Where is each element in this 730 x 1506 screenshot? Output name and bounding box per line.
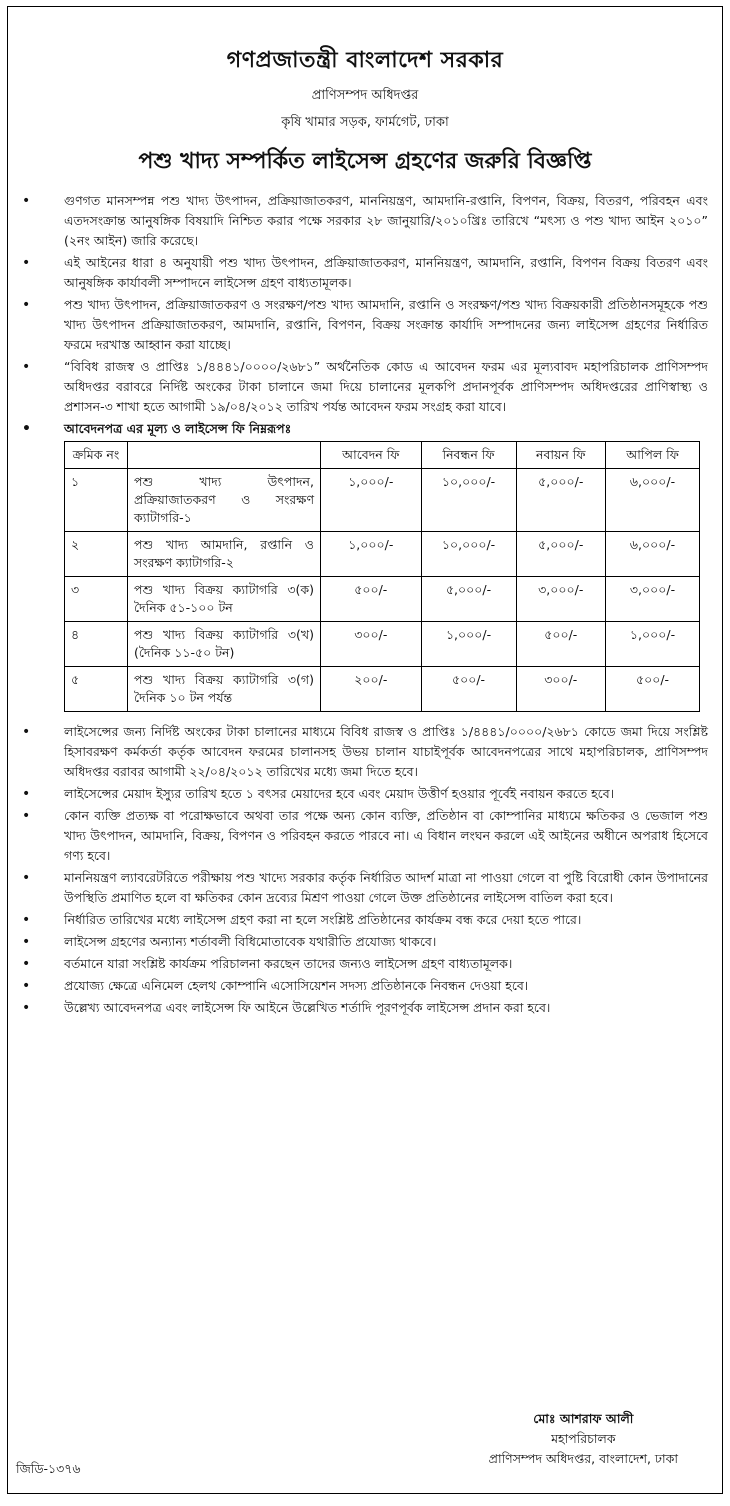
notice-header [8, 43, 722, 181]
signatory-name: মোঃ আশরাফ আলী [533, 1411, 634, 1426]
registration-fee-cell: ৫,০০০/- [421, 577, 516, 622]
bullet-item: • লাইসেন্সের মেয়াদ ইস্যুর তারিখ হতে ১ বৎসর মেয়াদের হবে এবং মেয়াদ উত্তীর্ণ হওয়ার পূর্বেই নবায়ন করতে হবে। [8, 784, 708, 804]
renewal-fee-cell: ৫,০০০/- [516, 532, 606, 577]
col-renewal-fee: নবায়ন ফি [516, 442, 606, 469]
bullet-item: • প্রযোজ্য ক্ষেত্রে এনিমেল হেলথ কোম্পানি এসোসিয়েশন সদস্য প্রতিষ্ঠানকে নিবন্ধন দেওয়া হবে। [8, 976, 708, 996]
renewal-fee-cell: ৫,০০০/- [516, 469, 606, 532]
appeal-fee-cell: ৩,০০০/- [606, 577, 700, 622]
registration-fee-cell: ১,০০০/- [421, 622, 516, 667]
category-cell: পশু খাদ্য বিক্রয় ক্যাটাগরি ৩(ক) দৈনিক ৫১-১০০ টন [128, 577, 321, 622]
appeal-fee-cell: ১,০০০/- [606, 622, 700, 667]
department-name: প্রাণিসম্পদ অধিদপ্তর [311, 88, 419, 103]
col-application-fee: আবেদন ফি [321, 442, 422, 469]
table-row [65, 577, 700, 622]
bottom-bullet-list [8, 722, 722, 1018]
application-fee-cell: ২০০/- [321, 667, 422, 712]
appeal-fee-cell: ৬,০০০/- [606, 469, 700, 532]
top-bullet-list [8, 191, 722, 417]
bullet-item: • কোন ব্যক্তি প্রত্যক্ষ বা পরোক্ষভাবে অথবা তার পক্ষে অন্য কোন ব্যক্তি, প্রতিষ্ঠান বা কোম্পানির মাধ্যমে ক্ষতিকর ও ভেজাল পশু খাদ্য উৎপাদন, আমদানি, বিক্রয়, বিপণন ও পরিবহন করতে পারবে না। এ বিধান লংঘন করলে এই আইনের অধীনে অপরাধ হিসেবে গণ্য হবে। [8, 806, 708, 866]
fee-table-heading: • আবেদনপত্র এর মূল্য ও লাইসেন্স ফি নিম্নরূপঃ [8, 419, 722, 439]
signature-block [489, 1409, 678, 1469]
bullet-item: • বর্তমানে যারা সংশ্লিষ্ট কার্যক্রম পরিচালনা করছেন তাদের জন্যও লাইসেন্স গ্রহণ বাধ্যতামূলক। [8, 954, 708, 974]
government-title: গণপ্রজাতন্ত্রী বাংলাদেশ সরকার [226, 48, 504, 73]
category-cell: পশু খাদ্য উৎপাদন, প্রক্রিয়াজাতকরণ ও সংরক্ষণ ক্যাটাগরি-১ [128, 469, 321, 532]
col-serial: ক্রমিক নং [65, 442, 128, 469]
registration-fee-cell: ৫০০/- [421, 667, 516, 712]
table-row [65, 469, 700, 532]
bullet-item: • লাইসেন্স গ্রহণের অন্যান্য শর্তাবলী বিধিমোতাবেক যথারীতি প্রযোজ্য থাকবে। [8, 932, 708, 952]
signatory-designation: মহাপরিচালক [551, 1431, 616, 1446]
bullet-item: • পশু খাদ্য উৎপাদন, প্রক্রিয়াজাতকরণ ও সংরক্ষণ/পশু খাদ্য আমদানি, রপ্তানি ও সংরক্ষণ/পশু খাদ্য বিক্রয়কারী প্রতিষ্ঠানসমূহকে পশু খাদ্য উৎপাদন প্রক্রিয়াজাতকরণ, আমদানি, রপ্তানি, বিপণন, বিক্রয় সংক্রান্ত কার্যাদি সম্পাদনের জন্য লাইসেন্স গ্রহণের নির্ধারিত ফরমে দরখাস্ত আহ্বান করা যাচ্ছে। [8, 295, 708, 355]
application-fee-cell: ৫০০/- [321, 577, 422, 622]
serial-cell: ৫ [65, 667, 128, 712]
bullet-item: • নির্ধারিত তারিখের মধ্যে লাইসেন্স গ্রহণ করা না হলে সংশ্লিষ্ট প্রতিষ্ঠানের কার্যক্রম বন্ধ করে দেয়া হতে পারে। [8, 910, 708, 930]
application-fee-cell: ৩০০/- [321, 622, 422, 667]
table-row [65, 532, 700, 577]
category-cell: পশু খাদ্য বিক্রয় ক্যাটাগরি ৩(খ) (দৈনিক ১১-৫০ টন) [128, 622, 321, 667]
serial-cell: ৪ [65, 622, 128, 667]
category-cell: পশু খাদ্য আমদানি, রপ্তানি ও সংরক্ষণ ক্যাটাগরি-২ [128, 532, 321, 577]
fee-table [64, 441, 700, 712]
registration-fee-cell: ১০,০০০/- [421, 469, 516, 532]
bullet-item: • লাইসেন্সের জন্য নির্দিষ্ট অংকের টাকা চালানের মাধ্যমে বিবিধ রাজস্ব ও প্রাপ্তিঃ ১/৪৪৪১/০০০০/২৬৮১ কোডে জমা দিয়ে সংশ্লিষ্ট হিসাবরক্ষণ কর্মকর্তা কর্তৃক আবেদন ফরমের চালানসহ উভয় চালান যাচাইপূর্বক আবেদনপত্রের সাথে মহাপরিচালক, প্রাণিসম্পদ অধিদপ্তর বরাবর আগামী ২২/০৪/২০১২ তারিখের মধ্যে জমা দিতে হবে। [8, 722, 708, 782]
renewal-fee-cell: ৩০০/- [516, 667, 606, 712]
application-fee-cell: ১,০০০/- [321, 469, 422, 532]
bullet-item: • মাননিয়ন্ত্রণ ল্যাবরেটরিতে পরীক্ষায় পশু খাদ্যে সরকার কর্তৃক নির্ধারিত আদর্শ মাত্রা না পাওয়া গেলে বা পুষ্টি বিরোধী কোন উপাদানের উপস্থিতি প্রমাণিত হলে বা ক্ষতিকর কোন দ্রব্যের মিশ্রণ পাওয়া গেলে উক্ত প্রতিষ্ঠানের লাইসেন্স বাতিল করা হবে। [8, 868, 708, 908]
notice-page [7, 6, 723, 1494]
serial-cell: ৩ [65, 577, 128, 622]
table-row [65, 622, 700, 667]
table-row [65, 667, 700, 712]
registration-fee-cell: ১০,০০০/- [421, 532, 516, 577]
signatory-office: প্রাণিসম্পদ অধিদপ্তর, বাংলাদেশ, ঢাকা [488, 1451, 678, 1466]
serial-cell: ১ [65, 469, 128, 532]
serial-cell: ২ [65, 532, 128, 577]
col-category [128, 442, 321, 469]
appeal-fee-cell: ৫০০/- [606, 667, 700, 712]
bullet-item: • গুণগত মানসম্পন্ন পশু খাদ্য উৎপাদন, প্রক্রিয়াজাতকরণ, মাননিয়ন্ত্রণ, আমদানি-রপ্তানি, বিপণন, বিক্রয়, বিতরণ, পরিবহন এবং এতদসংক্রান্ত আনুষঙ্গিক বিষয়াদি নিশ্চিত করার পক্ষে সরকার ২৮ জানুয়ারি/২০১০খ্রিঃ তারিখে “মৎস্য ও পশু খাদ্য আইন ২০১০” (২নং আইন) জারি করেছে। [8, 191, 708, 251]
bullet-item: • এই আইনের ধারা ৪ অনুযায়ী পশু খাদ্য উৎপাদন, প্রক্রিয়াজাতকরণ, মাননিয়ন্ত্রণ, আমদানি, রপ্তানি, বিপণন বিক্রয় বিতরণ এবং আনুষঙ্গিক কার্যাবলী সম্পাদনে লাইসেন্স গ্রহণ বাধ্যতামূলক। [8, 253, 708, 293]
category-cell: পশু খাদ্য বিক্রয় ক্যাটাগরি ৩(গ) দৈনিক ১০ টন পর্যন্ত [128, 667, 321, 712]
application-fee-cell: ১,০০০/- [321, 532, 422, 577]
notice-title: পশু খাদ্য সম্পর্কিত লাইসেন্স গ্রহণের জরুরি বিজ্ঞপ্তি [138, 149, 592, 174]
renewal-fee-cell: ৩,০০০/- [516, 577, 606, 622]
appeal-fee-cell: ৬,০০০/- [606, 532, 700, 577]
bullet-item: • “বিবিধ রাজস্ব ও প্রাপ্তিঃ ১/৪৪৪১/০০০০/২৬৮১” অর্থনৈতিক কোড এ আবেদন ফরম এর মূল্যবাবদ মহাপরিচালক প্রাণিসম্পদ অধিদপ্তর বরাবরে নির্দিষ্ট অংকের টাকা চালানে জমা দিয়ে চালানের মূলকপি প্রদানপূর্বক প্রাণিসম্পদ অধিদপ্তরের প্রাণিস্বাস্থ্য ও প্রশাসন-৩ শাখা হতে আগামী ১৯/০৪/২০১২ তারিখ পর্যন্ত আবেদন ফরম সংগ্রহ করা যাবে। [8, 357, 708, 417]
fee-table-header-row [65, 442, 700, 469]
col-appeal-fee: আপিল ফি [606, 442, 700, 469]
bullet-item: • উল্লেখ্য আবেদনপত্র এবং লাইসেন্স ফি আইনে উল্লেখিত শর্তাদি পূরণপূর্বক লাইসেন্স প্রদান করা হবে। [8, 998, 708, 1018]
department-address: কৃষি খামার সড়ক, ফার্মগেট, ঢাকা [281, 115, 449, 130]
renewal-fee-cell: ৫০০/- [516, 622, 606, 667]
col-registration-fee: নিবন্ধন ফি [421, 442, 516, 469]
reference-number: জিডি-১৩৭৬ [16, 1461, 81, 1476]
